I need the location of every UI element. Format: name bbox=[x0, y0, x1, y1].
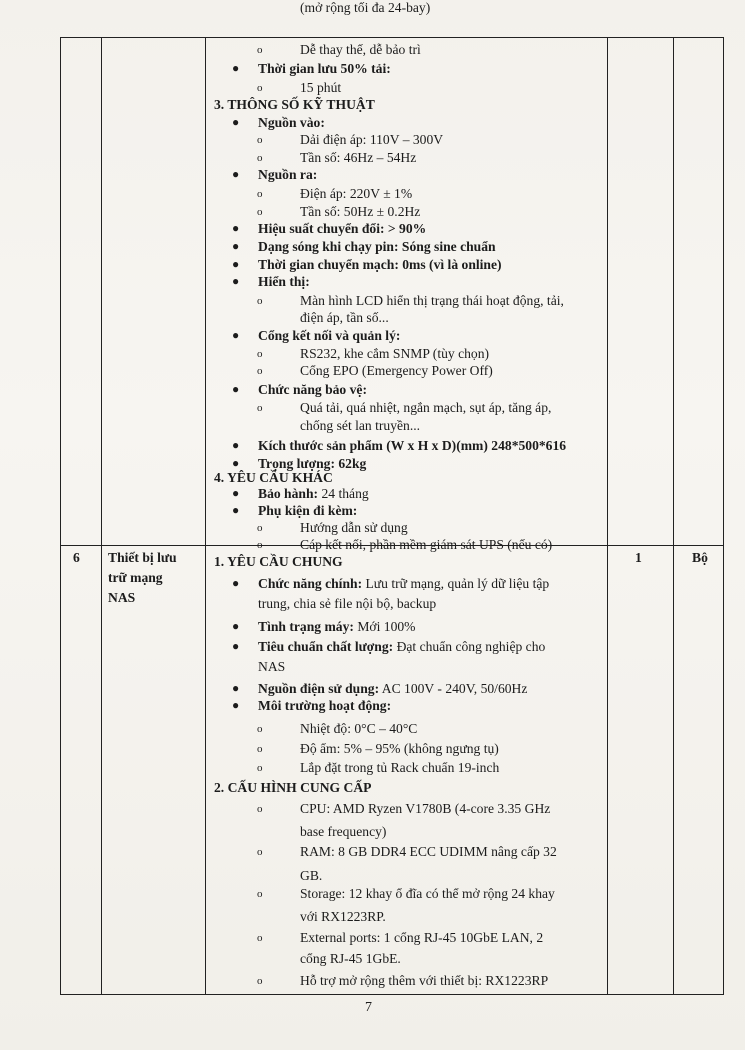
list-item: Storage: 12 khay ổ đĩa có thể mở rộng 24 khay bbox=[300, 886, 555, 901]
bullet-icon: ● bbox=[232, 486, 240, 500]
list-item: Tình trạng máy: Mới 100% bbox=[258, 619, 416, 634]
sub-bullet-icon: o bbox=[257, 975, 263, 987]
list-item: Chức năng bảo vệ: bbox=[258, 382, 367, 397]
bullet-icon: ● bbox=[232, 438, 240, 452]
list-item: Quá tải, quá nhiệt, ngắn mạch, sụt áp, tăng áp, bbox=[300, 400, 552, 415]
text-line: base frequency) bbox=[300, 824, 387, 839]
bullet-icon: ● bbox=[232, 115, 240, 129]
bullet-icon: ● bbox=[232, 274, 240, 288]
sub-bullet-icon: o bbox=[257, 295, 263, 307]
list-item: Phụ kiện đi kèm: bbox=[258, 503, 358, 518]
list-item: Tần số: 50Hz ± 0.2Hz bbox=[300, 204, 421, 219]
list-item: Dải điện áp: 110V – 300V bbox=[300, 132, 444, 147]
list-item: Hỗ trợ mở rộng thêm với thiết bị: RX1223RP bbox=[300, 973, 549, 988]
sub-bullet-icon: o bbox=[257, 402, 263, 414]
sub-bullet-icon: o bbox=[257, 152, 263, 164]
sub-bullet-icon: o bbox=[257, 932, 263, 944]
text-line: chống sét lan truyền... bbox=[300, 418, 421, 433]
sub-bullet-icon: o bbox=[257, 188, 263, 200]
text-line: NAS bbox=[258, 659, 286, 674]
bullet-icon: ● bbox=[232, 239, 240, 253]
list-item: Điện áp: 220V ± 1% bbox=[300, 186, 413, 201]
text-line: trung, chia sẻ file nội bộ, backup bbox=[258, 596, 437, 611]
list-item: Hiệu suất chuyển đổi: > 90% bbox=[258, 221, 427, 236]
sub-bullet-icon: o bbox=[257, 206, 263, 218]
sub-bullet-icon: o bbox=[257, 803, 263, 815]
bullet-icon: ● bbox=[232, 619, 240, 633]
list-item: Hướng dẫn sử dụng bbox=[300, 520, 408, 535]
list-item: Màn hình LCD hiển thị trạng thái hoạt động, tải, bbox=[300, 293, 564, 308]
page-number: 7 bbox=[365, 1000, 372, 1015]
sub-bullet-icon: o bbox=[257, 365, 263, 377]
bullet-icon: ● bbox=[232, 382, 240, 396]
list-item: Kích thước sản phẩm (W x H x D)(mm) 248*500*616 bbox=[258, 438, 567, 453]
sub-bullet-icon: o bbox=[257, 762, 263, 774]
list-item: Hiển thị: bbox=[258, 274, 310, 289]
list-item: Nguồn vào: bbox=[258, 115, 325, 130]
list-item: Nguồn ra: bbox=[258, 167, 318, 182]
bullet-icon: ● bbox=[232, 221, 240, 235]
list-item: Độ ẩm: 5% – 95% (không ngưng tụ) bbox=[300, 741, 499, 756]
row6-unit: Bộ bbox=[692, 550, 708, 565]
bullet-icon: ● bbox=[232, 681, 240, 695]
list-item: 15 phút bbox=[300, 80, 342, 95]
sub-bullet-icon: o bbox=[257, 888, 263, 900]
sub-bullet-icon: o bbox=[257, 846, 263, 858]
sub-bullet-icon: o bbox=[257, 723, 263, 735]
text-line: với RX1223RP. bbox=[300, 909, 386, 924]
list-item: RS232, khe cắm SNMP (tùy chọn) bbox=[300, 346, 490, 361]
bullet-icon: ● bbox=[232, 167, 240, 181]
list-item: Tiêu chuẩn chất lượng: Đạt chuẩn công nghiệp cho bbox=[258, 639, 546, 654]
row6-stt: 6 bbox=[73, 550, 80, 565]
sub-bullet-icon: o bbox=[257, 743, 263, 755]
list-item: Nhiệt độ: 0°C – 40°C bbox=[300, 721, 418, 736]
list-item: Lắp đặt trong tủ Rack chuẩn 19-inch bbox=[300, 760, 500, 775]
row6-name-line2: trữ mạng bbox=[108, 570, 163, 585]
sub-bullet-icon: o bbox=[257, 522, 263, 534]
bullet-icon: ● bbox=[232, 456, 240, 470]
list-item: Thời gian lưu 50% tải: bbox=[258, 61, 391, 76]
text-line: 2. CẤU HÌNH CUNG CẤP bbox=[214, 780, 372, 795]
sub-bullet-icon: o bbox=[257, 134, 263, 146]
sub-bullet-icon: o bbox=[257, 539, 263, 551]
bullet-icon: ● bbox=[232, 257, 240, 271]
list-item: Bảo hành: 24 tháng bbox=[258, 486, 369, 501]
bullet-icon: ● bbox=[232, 503, 240, 517]
text-line: 4. YÊU CẦU KHÁC bbox=[214, 470, 333, 485]
list-item: Cổng kết nối và quản lý: bbox=[258, 328, 401, 343]
bullet-icon: ● bbox=[232, 576, 240, 590]
list-item: Dạng sóng khi chạy pin: Sóng sine chuẩn bbox=[258, 239, 496, 254]
list-item: Tần số: 46Hz – 54Hz bbox=[300, 150, 417, 165]
list-item: Chức năng chính: Lưu trữ mạng, quản lý dữ liệu tập bbox=[258, 576, 550, 591]
text-line: 1. YÊU CẦU CHUNG bbox=[214, 554, 343, 569]
list-item: Dễ thay thế, dễ bảo trì bbox=[300, 42, 421, 57]
list-item: Môi trường hoạt động: bbox=[258, 698, 392, 713]
text-line: điện áp, tần số... bbox=[300, 310, 389, 325]
list-item: Cáp kết nối, phần mềm giám sát UPS (nếu có) bbox=[300, 537, 553, 552]
row6-quantity: 1 bbox=[635, 550, 642, 565]
bullet-icon: ● bbox=[232, 61, 240, 75]
sub-bullet-icon: o bbox=[257, 348, 263, 360]
bullet-icon: ● bbox=[232, 698, 240, 712]
list-item: RAM: 8 GB DDR4 ECC UDIMM nâng cấp 32 bbox=[300, 844, 557, 859]
list-item: Nguồn điện sử dụng: AC 100V - 240V, 50/60Hz bbox=[258, 681, 528, 696]
list-item: Thời gian chuyển mạch: 0ms (vì là online) bbox=[258, 257, 502, 272]
sub-bullet-icon: o bbox=[257, 82, 263, 94]
text-line: 3. THÔNG SỐ KỸ THUẬT bbox=[214, 97, 375, 112]
list-item: CPU: AMD Ryzen V1780B (4-core 3.35 GHz bbox=[300, 801, 551, 816]
row6-name-line3: NAS bbox=[108, 590, 136, 605]
text-line: (mở rộng tối đa 24-bay) bbox=[300, 0, 431, 15]
list-item: External ports: 1 cổng RJ-45 10GbE LAN, 2 bbox=[300, 930, 544, 945]
sub-bullet-icon: o bbox=[257, 44, 263, 56]
bullet-icon: ● bbox=[232, 328, 240, 342]
bullet-icon: ● bbox=[232, 639, 240, 653]
list-item: Trọng lượng: 62kg bbox=[258, 456, 367, 471]
text-line: cổng RJ-45 1GbE. bbox=[300, 951, 401, 966]
row6-name-line1: Thiết bị lưu bbox=[108, 550, 177, 565]
list-item: Cổng EPO (Emergency Power Off) bbox=[300, 363, 493, 378]
text-line: GB. bbox=[300, 868, 323, 883]
